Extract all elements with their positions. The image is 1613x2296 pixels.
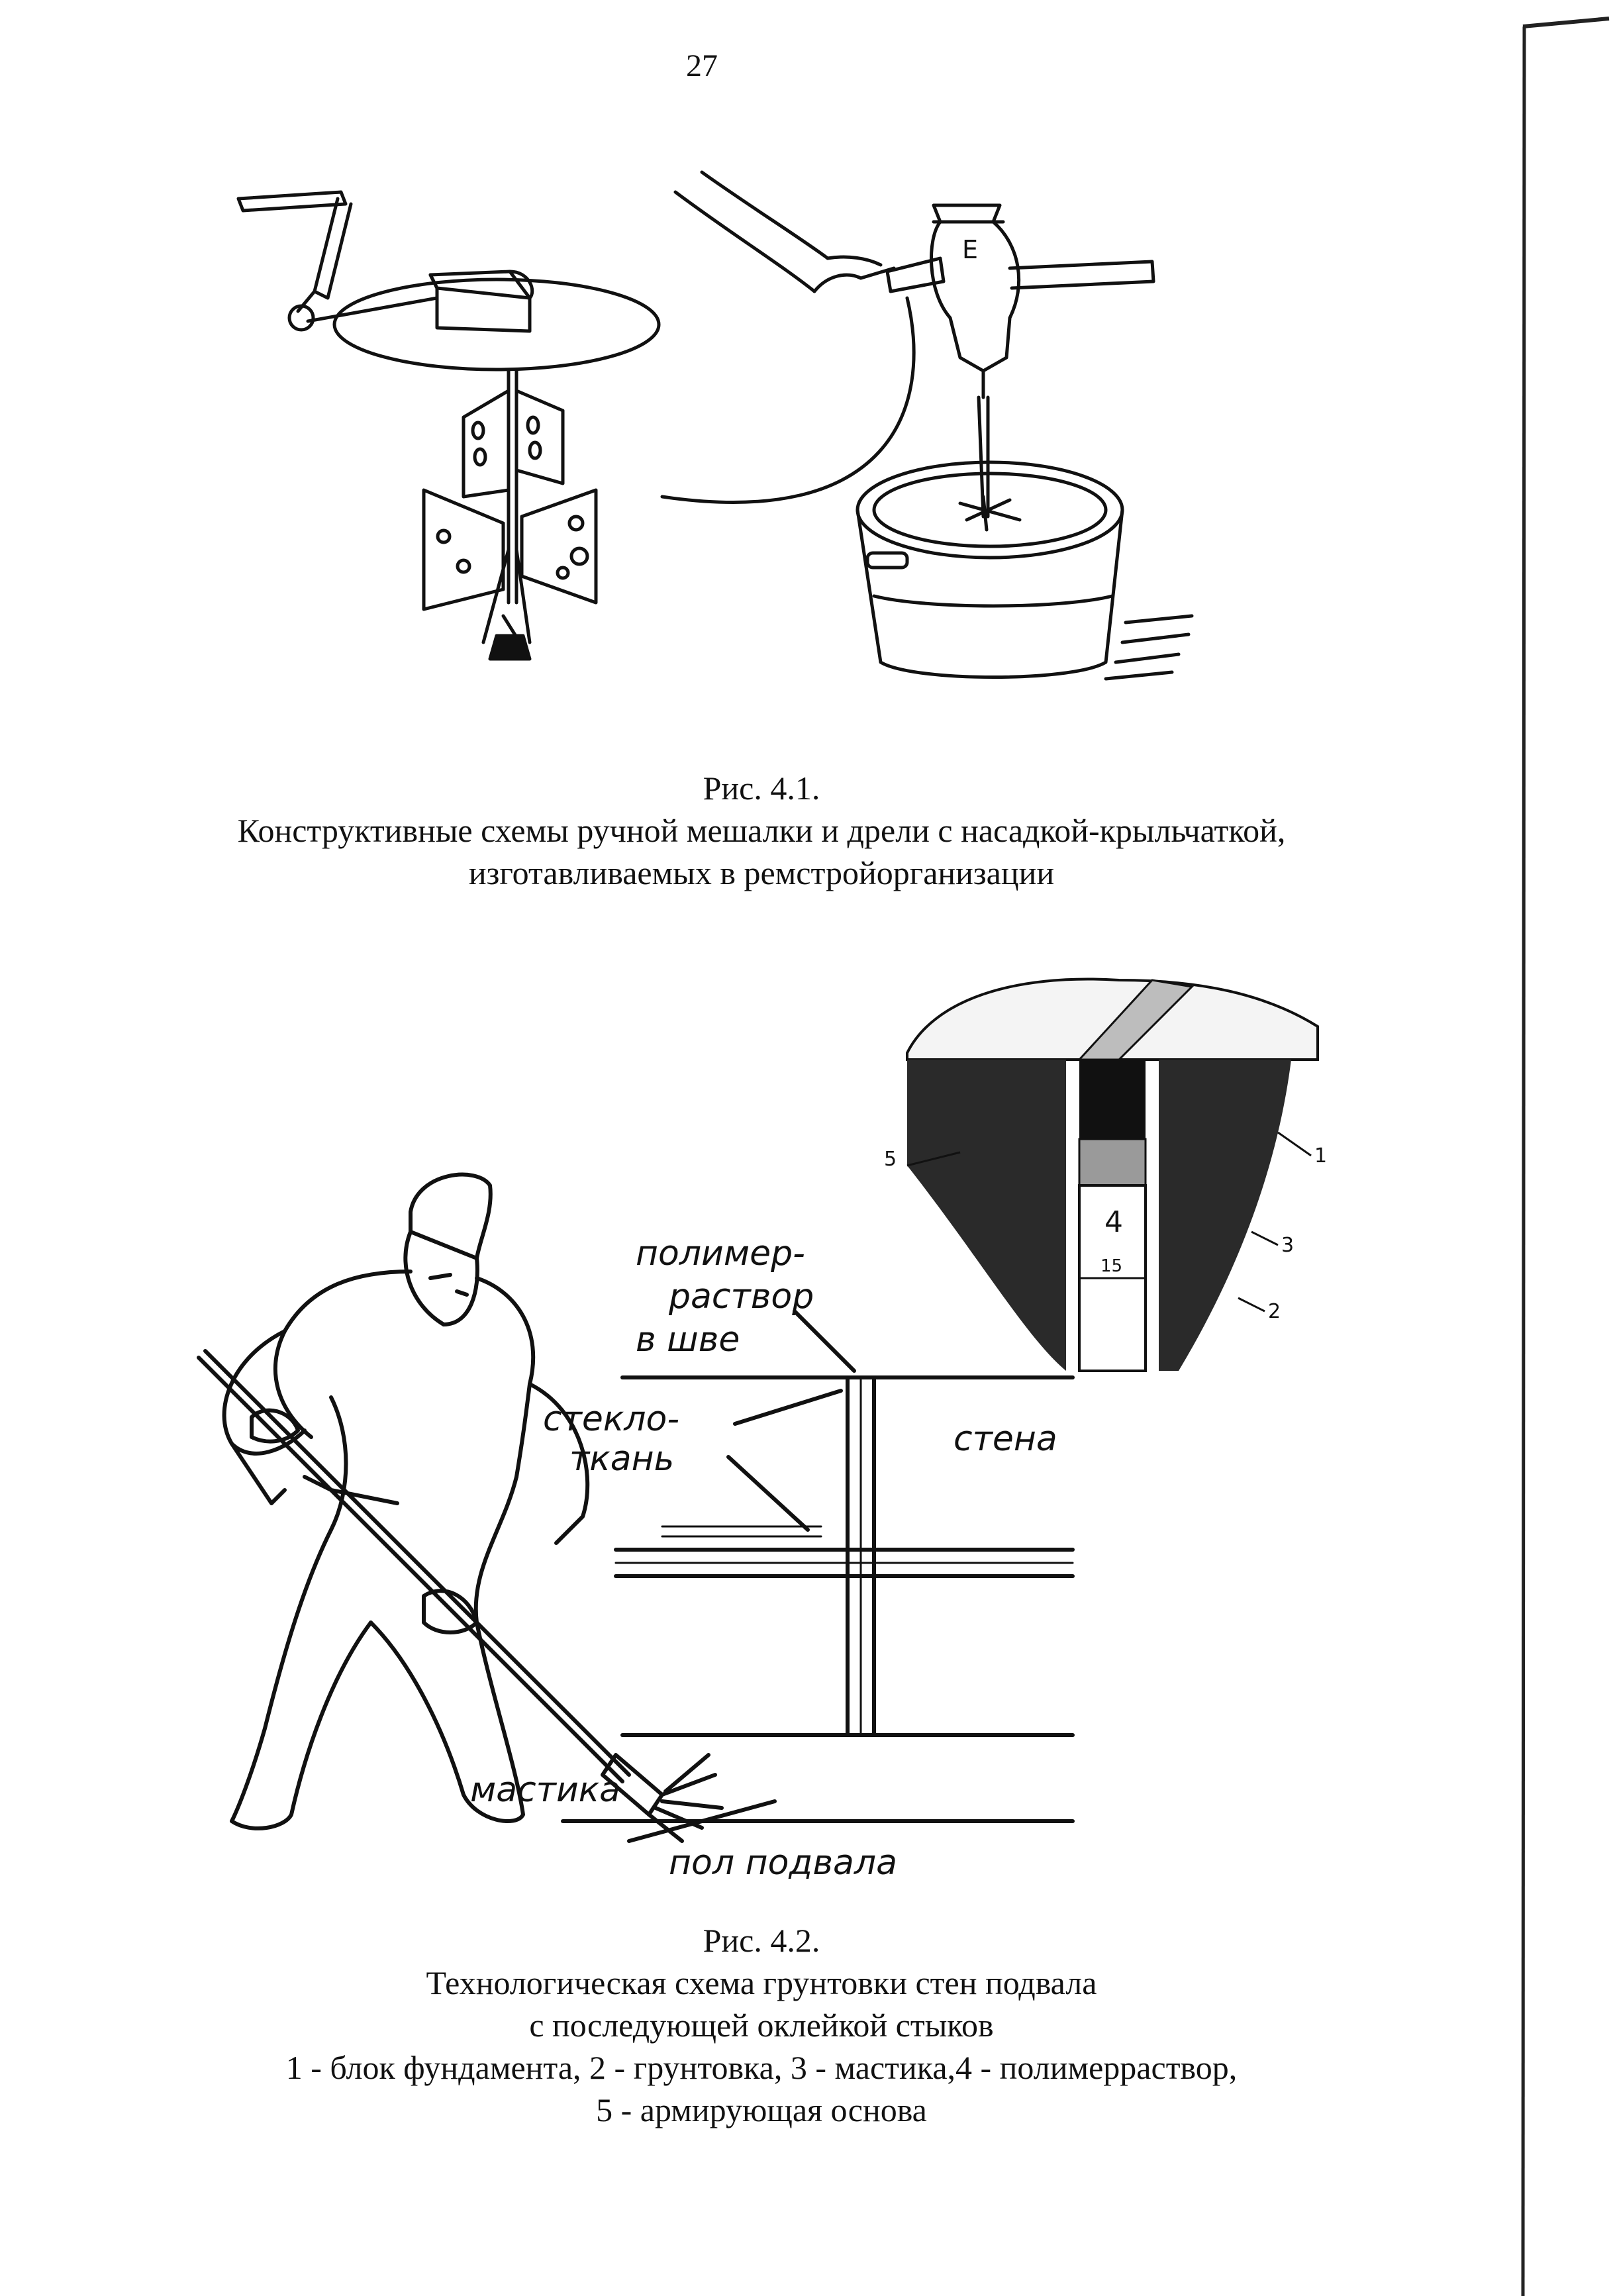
inset-callout-2: 2 <box>1268 1300 1281 1323</box>
label-polymer-2: раствор <box>669 1277 814 1317</box>
wall-section-inset <box>881 967 1344 1404</box>
figure-4-1-caption-line1: Конструктивные схемы ручной мешалки и дрели с насадкой-крыльчаткой, <box>237 812 1286 849</box>
label-glass-1: стекло- <box>543 1399 680 1439</box>
label-glass-2: ткань <box>569 1439 675 1479</box>
figure-4-1-caption-line2: изготавливаемых в ремстройорганизации <box>468 854 1055 891</box>
inset-callout-3: 3 <box>1281 1234 1295 1257</box>
inset-dimension: 15 <box>1100 1256 1123 1276</box>
figure-4-2-label: Рис. 4.2. <box>703 1922 820 1959</box>
page-number: 27 <box>686 48 718 83</box>
inset-callout-5: 5 <box>884 1148 897 1171</box>
label-mastic: мастика <box>470 1770 621 1810</box>
label-polymer-3: в шве <box>636 1320 740 1360</box>
drill-mark: Е <box>962 235 979 264</box>
label-polymer-1: полимер- <box>636 1234 805 1273</box>
figure-4-2-caption-line2: с последующей оклейкой стыков <box>529 2007 994 2044</box>
figure-4-2-legend-line2: 5 - армирующая основа <box>596 2091 927 2128</box>
drill-mixer-drawing <box>649 159 1192 689</box>
hand-mixer-drawing <box>219 179 642 682</box>
figure-4-2-legend-line1: 1 - блок фундамента, 2 - грунтовка, 3 - мастика,4 - полимерраствор, <box>285 2049 1238 2086</box>
label-wall: стена <box>953 1419 1057 1459</box>
figure-4-2-caption-line1: Технологическая схема грунтовки стен подвала <box>426 1964 1097 2001</box>
inset-callout-4: 4 <box>1104 1205 1123 1239</box>
figure-4-1-label: Рис. 4.1. <box>703 770 820 807</box>
scan-edge-line <box>1516 0 1613 2296</box>
label-floor: пол подвала <box>669 1843 897 1883</box>
inset-callout-1: 1 <box>1314 1144 1328 1168</box>
